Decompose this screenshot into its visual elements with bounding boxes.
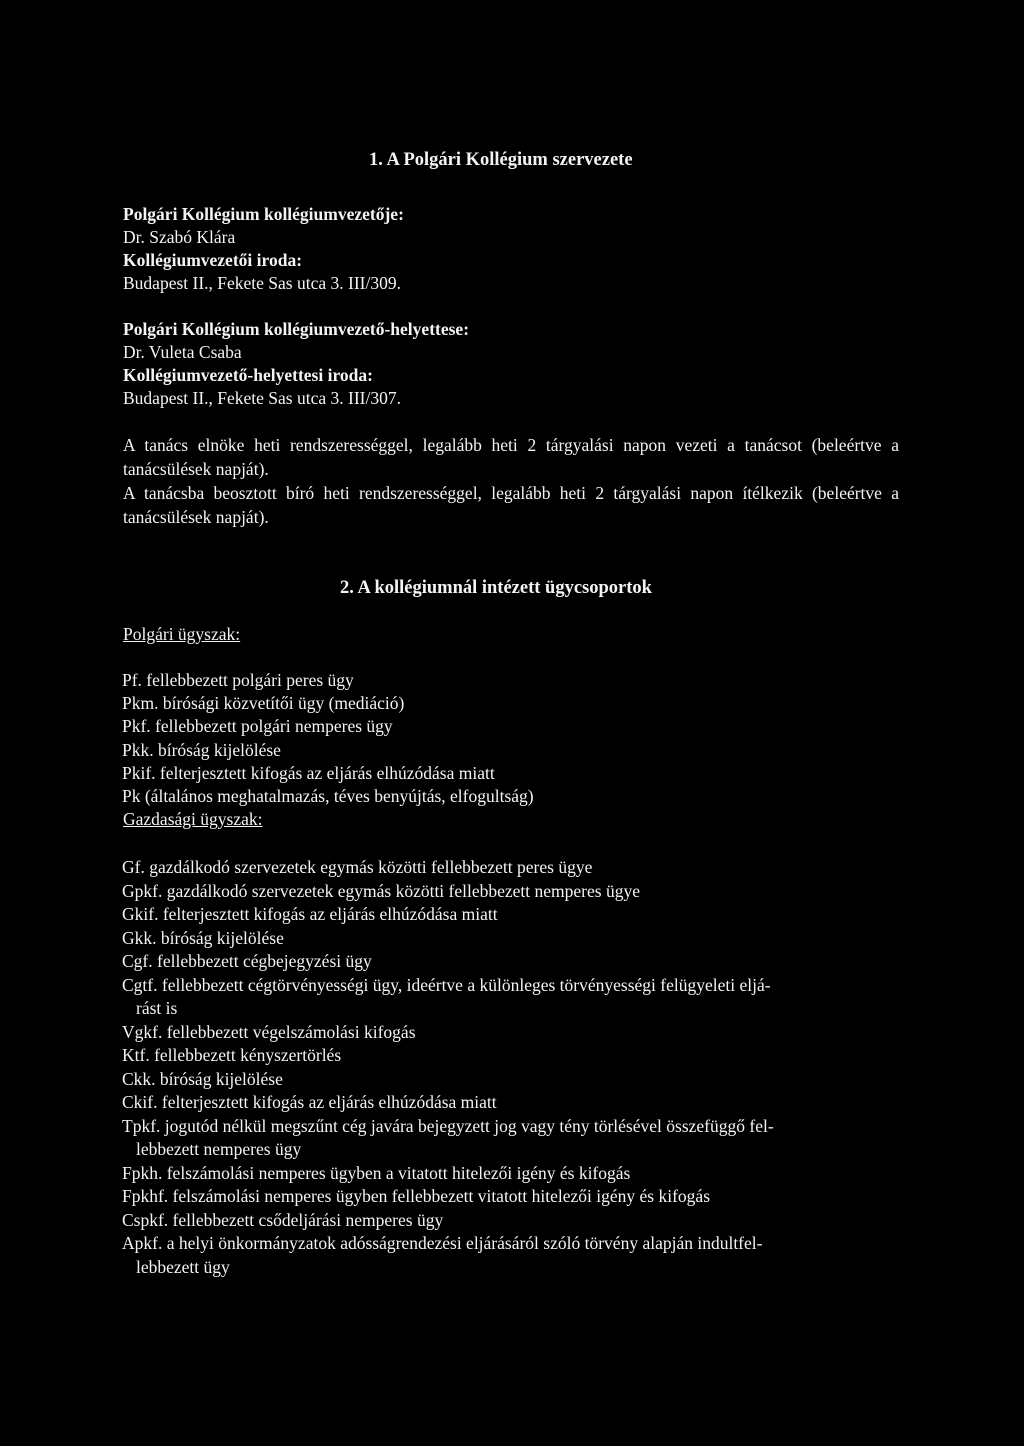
list-item: Fpkhf. felszámolási nemperes ügyben fellebbezett vitatott hitelezői igény és kifogás — [122, 1186, 711, 1206]
list-item: Ktf. fellebbezett kényszertörlés — [122, 1045, 342, 1065]
list-item: Pk (általános meghatalmazás, téves benyújtás, elfogultság) — [122, 786, 534, 807]
list-item: Ckif. felterjesztett kifogás az eljárás elhúzódása miatt — [122, 1092, 497, 1112]
leader-name: Dr. Szabó Klára — [123, 227, 236, 247]
list-item: Pf. fellebbezett polgári peres ügy — [122, 670, 354, 690]
civil-case-list — [122, 669, 912, 808]
list-item: Tpkf. jogutód nélkül megszűnt cég javára bejegyzett jog vagy tény törlésével összefüggő fel- lebbezett nemperes ügy — [122, 1115, 774, 1159]
deputy-label: Polgári Kollégium kollégiumvezető-helyettese: — [123, 319, 470, 339]
list-item: Fpkh. felszámolási nemperes ügyben a vitatott hitelezői igény és kifogás — [122, 1162, 631, 1183]
civil-section-label: Polgári ügyszak: — [123, 624, 241, 644]
list-item: Cspkf. fellebbezett csődeljárási nemperes ügy — [122, 1209, 444, 1230]
leader-office-label: Kollégiumvezetői iroda: — [123, 250, 303, 270]
list-item: Pkif. felterjesztett kifogás az eljárás elhúzódása miatt — [122, 762, 495, 783]
section2-title: 2. A kollégiumnál intézett ügycsoportok — [340, 578, 652, 598]
economic-case-list — [122, 856, 912, 1279]
list-item: Gf. gazdálkodó szervezetek egymás közötti fellebbezett peres ügye — [122, 857, 593, 877]
list-item: Gkk. bíróság kijelölése — [122, 927, 284, 948]
list-item: Gkif. felterjesztett kifogás az eljárás elhúzódása miatt — [122, 904, 498, 924]
economic-section-label: Gazdasági ügyszak: — [123, 809, 263, 829]
list-item: Cgf. fellebbezett cégbejegyzési ügy — [122, 951, 372, 971]
list-item: Gpkf. gazdálkodó szervezetek egymás közötti fellebbezett nemperes ügye — [122, 880, 640, 901]
deputy-office-label: Kollégiumvezető-helyettesi iroda: — [123, 365, 373, 385]
list-item: Apkf. a helyi önkormányzatok adósságrendezési eljárásáról szóló törvény alapján indultfel- lebbezett ügy — [122, 1233, 763, 1277]
list-item: Pkk. bíróság kijelölése — [122, 739, 281, 760]
council-judge-paragraph: A tanácsba beosztott bíró heti rendszerességgel, legalább heti 2 tárgyalási napon ítélkezik (beleértve a tanácsülések napját). — [123, 483, 899, 527]
list-item: Cgtf. fellebbezett cégtörvényességi ügy, ideértve a különleges törvényességi felügyeleti eljá- rást is — [122, 974, 771, 1018]
council-chair-paragraph: A tanács elnöke heti rendszerességgel, legalább heti 2 tárgyalási napon vezeti a tanácsot (beleértve a tanácsülések napját). — [123, 435, 899, 479]
list-item: Ckk. bíróság kijelölése — [122, 1068, 283, 1089]
leader-label: Polgári Kollégium kollégiumvezetője: — [123, 204, 404, 224]
list-item: Pkm. bírósági közvetítői ügy (mediáció) — [122, 693, 405, 714]
deputy-name: Dr. Vuleta Csaba — [123, 342, 242, 362]
leader-office-address: Budapest II., Fekete Sas utca 3. III/309. — [123, 273, 401, 293]
section1-title: 1. A Polgári Kollégium szervezete — [369, 150, 633, 170]
deputy-office-address: Budapest II., Fekete Sas utca 3. III/307. — [123, 388, 401, 408]
list-item: Vgkf. fellebbezett végelszámolási kifogás — [122, 1021, 416, 1042]
list-item: Pkf. fellebbezett polgári nemperes ügy — [122, 716, 393, 737]
